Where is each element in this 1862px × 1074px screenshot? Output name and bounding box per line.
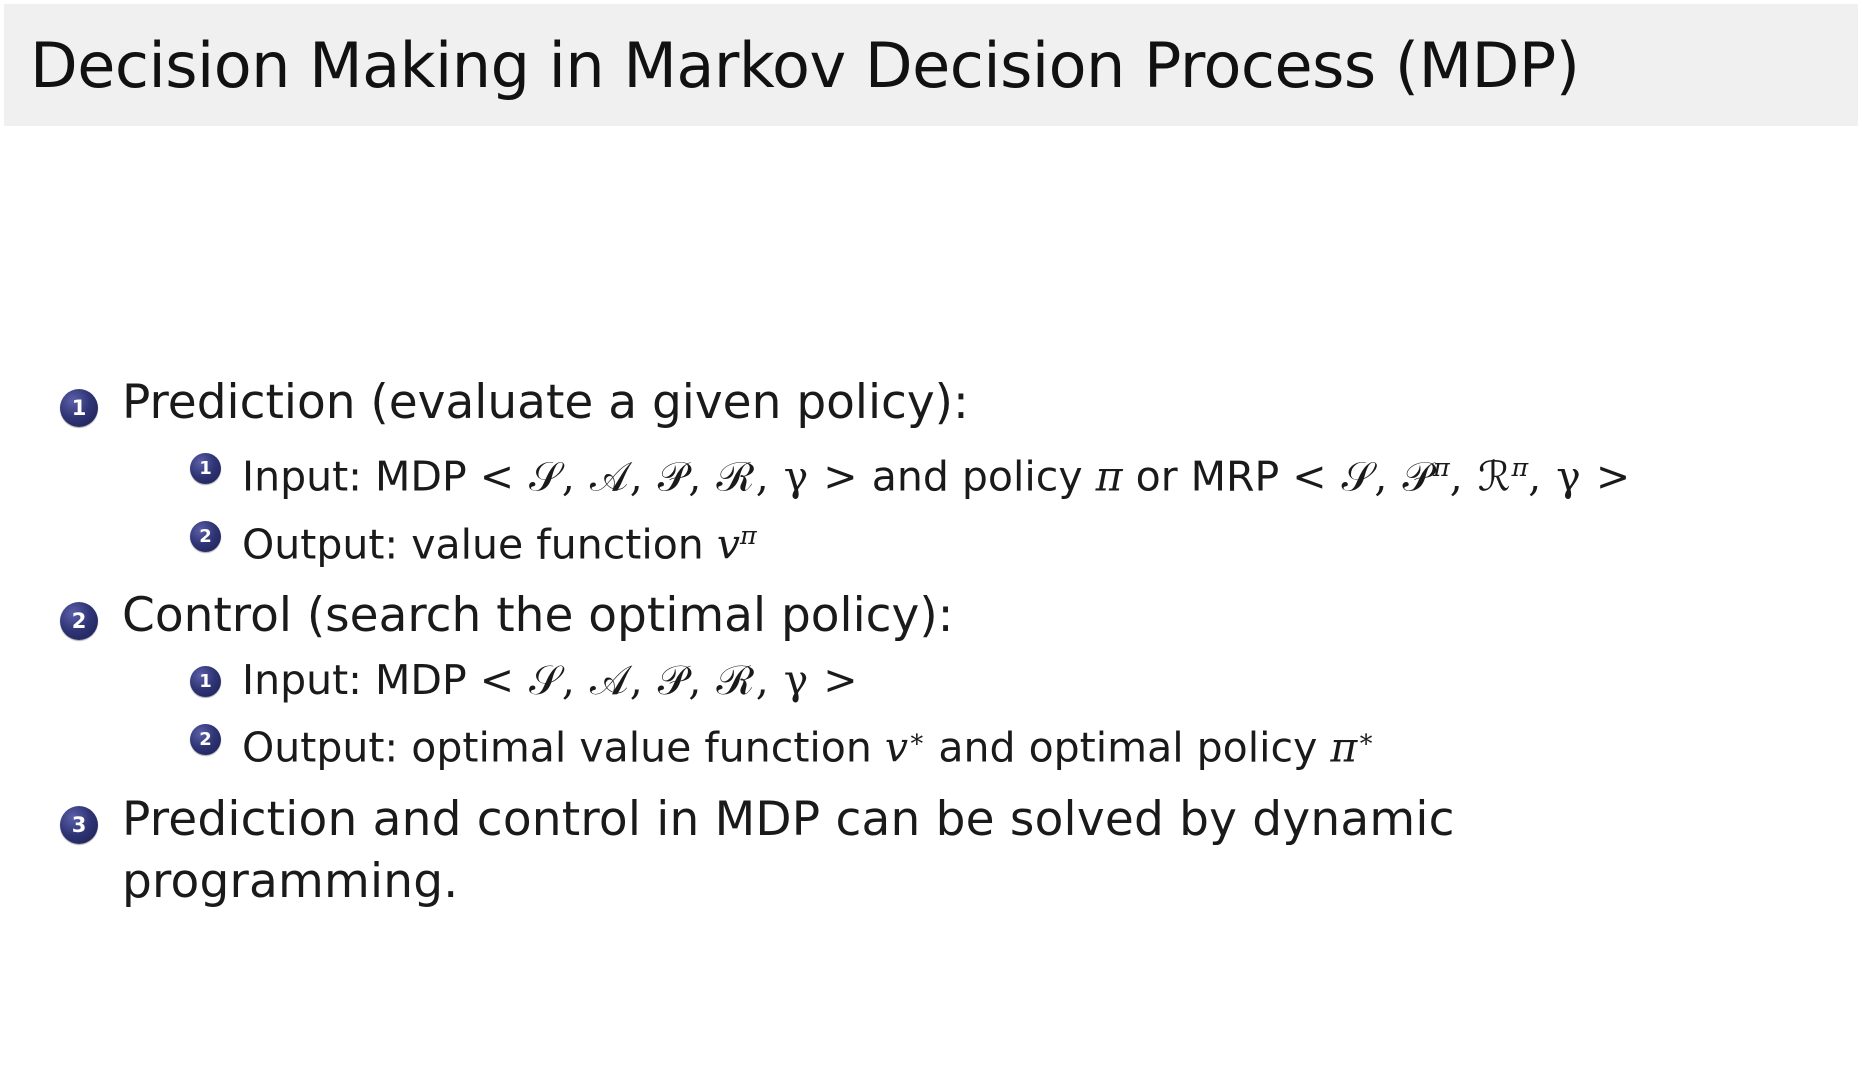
connector-text: and optimal policy <box>938 723 1318 772</box>
output-text: optimal value function <box>411 723 872 772</box>
slide-title-bar <box>4 4 1858 126</box>
sub-list-item-label <box>242 653 859 707</box>
value-function-superscript: π <box>740 519 757 550</box>
optimal-value-symbol: v <box>884 723 909 772</box>
list-item <box>60 789 1850 913</box>
sub-list-item <box>190 711 1850 775</box>
sub-list <box>190 653 1850 775</box>
input-label: Input: <box>242 452 362 501</box>
mrp-tuple-close: , γ > <box>1528 452 1632 501</box>
input-label: Input: <box>242 656 362 705</box>
mrp-tuple-sup-2: π <box>1511 452 1529 482</box>
mrp-keyword: MRP <box>1190 452 1280 501</box>
mdp-tuple: < 𝒮, 𝒜, 𝒫, ℛ, γ > <box>479 452 859 501</box>
list-item-label: Prediction and control in MDP can be solved by dynamic programming. <box>122 791 1455 909</box>
badge-container <box>190 508 242 552</box>
badge-container <box>190 440 242 484</box>
badge-container <box>60 372 122 427</box>
list-item <box>60 372 1850 581</box>
sub-list <box>190 440 1850 571</box>
badge-container <box>60 585 122 640</box>
list-number-badge: 3 <box>60 806 98 844</box>
slide-content <box>0 126 1862 1074</box>
list-item-body <box>122 372 1850 581</box>
badge-container <box>190 711 242 755</box>
output-label: Output: <box>242 520 399 569</box>
or-text: or <box>1135 452 1178 501</box>
badge-container <box>60 789 122 844</box>
mdp-keyword: MDP <box>375 452 467 501</box>
connector-text: and policy <box>871 452 1083 501</box>
list-item-label: Prediction (evaluate a given policy): <box>122 375 969 430</box>
list-item-body <box>122 789 1850 913</box>
policy-symbol: π <box>1095 452 1123 501</box>
sub-list-item-label <box>242 711 1375 775</box>
output-label: Output: <box>242 723 399 772</box>
page-title: Decision Making in Markov Decision Process (MDP) <box>30 28 1580 102</box>
sub-list-number-badge: 2 <box>190 724 221 755</box>
enumerated-list <box>60 372 1850 917</box>
optimal-value-superscript: ∗ <box>908 723 926 754</box>
mrp-tuple-sup-1: π <box>1433 452 1450 482</box>
badge-container <box>190 653 242 697</box>
list-item-body <box>122 585 1850 785</box>
list-item <box>60 585 1850 785</box>
mrp-tuple-mid: , ℛ <box>1449 452 1512 501</box>
value-function-symbol: v <box>716 520 741 569</box>
sub-list-item <box>190 653 1850 707</box>
sub-list-item-label <box>242 440 1631 504</box>
optimal-policy-superscript: ∗ <box>1357 723 1375 754</box>
mdp-keyword: MDP <box>375 656 467 705</box>
sub-list-item <box>190 440 1850 504</box>
sub-list-number-badge: 2 <box>190 521 221 552</box>
sub-list-item <box>190 508 1850 572</box>
list-number-badge: 1 <box>60 389 98 427</box>
sub-list-number-badge: 1 <box>190 453 221 484</box>
list-number-badge: 2 <box>60 602 98 640</box>
sub-list-item-label <box>242 508 757 572</box>
optimal-policy-symbol: π <box>1330 723 1358 772</box>
mrp-tuple-open: < 𝒮, 𝒫 <box>1292 452 1434 501</box>
mdp-tuple: < 𝒮, 𝒜, 𝒫, ℛ, γ > <box>479 656 859 705</box>
output-text: value function <box>411 520 704 569</box>
list-item-label: Control (search the optimal policy): <box>122 588 954 644</box>
sub-list-number-badge: 1 <box>190 666 221 697</box>
